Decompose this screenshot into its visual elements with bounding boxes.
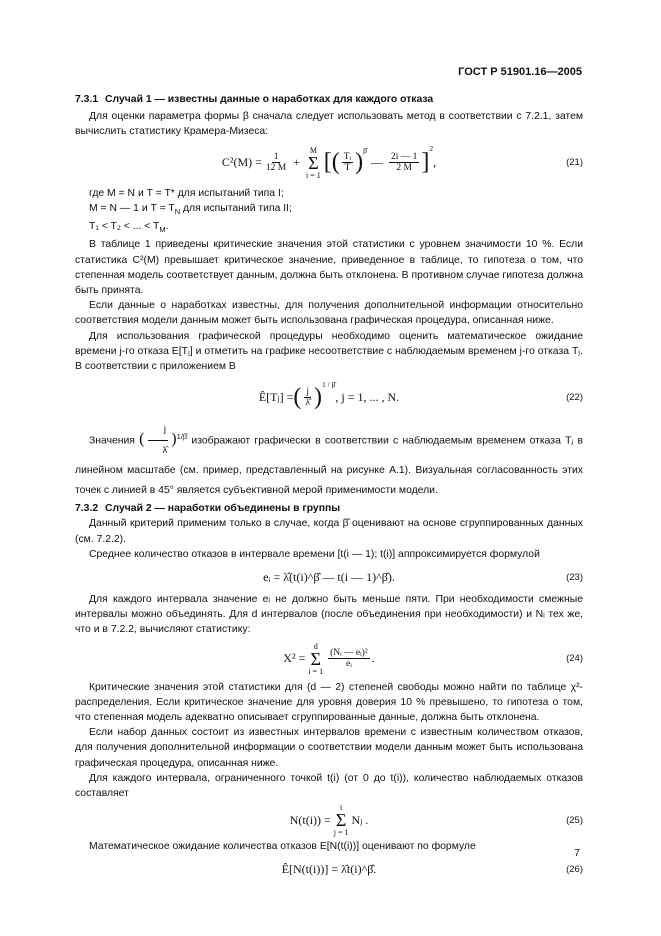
paragraph-7: Среднее количество отказов в интервале времени [t(i — 1); t(i)] аппроксимируется формулой [89,548,540,560]
paragraph-3: Если данные о наработках известны, для получения дополнительной информации относительно соответствия модели данным может быть использована графическая процедура, описанная ниже. [75,300,583,327]
paragraph-11: Для каждого интервала, ограниченного точкой t(i) (от 0 до t(i)), количество наблюдаемых отказов составляет [75,772,583,800]
where-line-3: T₁ < T₂ < ... < $T_M$. [89,221,169,235]
equation-25: N(t(i)) = i Σ j = 1 Nⱼ . (25) [289,803,583,838]
paragraph-5: Значения ( $\frac{j}{\lambdâ}$ )$^{1/\betâ}$ изображают графически в соответствии с наблюдаемым временем отказа Tⱼ в линейном масштабе (см. пример, представленный на рисунке А.1). Визуальная согласованность этих точек с линией в 45° является субъективной мерой применимости модели. [75,420,583,501]
section-heading-7-3-2: 7.3.2 Случай 2 — наработки объединены в группы [75,503,341,515]
paragraph-4: Для использования графической процедуры необходимо оценить математическое ожидание времени j-го отказа E[Tⱼ] и отметить на графике несоответствие с наблюдаемым временем j-го отказа Tⱼ. В соответствии с приложением В [75,330,583,372]
section-heading-7-3-1: 7.3.1 Случай 1 — известны данные о наработках для каждого отказа [75,94,434,105]
paragraph-2: В таблице 1 приведены критические значения этой статистики с уровнем значимости 10 %. Если статистика C²(M) превышает критическое значение, приведенное в таблице, то гипотеза о том, что степенная модель соответствует данным, должна быть отклонена. В противном случае гипотеза должна быть принята. [75,239,583,296]
paragraph-9: Критические значения этой статистики для (d — 2) степеней свободы можно найти по таблице χ²- распределения. Если критическое значение для уровня доверия 10 % превышено, то гипотеза о том, что степенная модель адекватно описывает сгруппированные данные, должна быть отклонена. [75,681,583,724]
page-number: 7 [574,847,580,859]
paragraph-8: Для каждого интервала значение eᵢ не должно быть меньше пяти. При необходимости смежные интервалы можно объединять. Для d интервалов (после объединения при необходимости) и Nᵢ тех же, что и в 7.2.2, вычисляют статистику: [75,594,583,636]
document-header: ГОСТ Р 51901.16—2005 [458,66,582,78]
where-line-2: M = N — 1 и $T = T_N$ для испытаний типа II; [89,202,292,216]
equation-26: Ê[N(t(i))] = λ̂t(i)^β̂. (26) [281,861,583,876]
page-content [75,92,583,884]
paragraph-10: Если набор данных состоит из известных интервалов времени с известным количеством отказов, для получения дополнительной информации о соответствии модели данным может быть использована графическая процедура, описанная ниже. [75,727,583,769]
equation-21: C²(M) = $\frac{1}{12 M}$ + M Σ i = 1 [ ( $\frac{\text{Tᵢ}}{T}$ ) $^{\betâ}$ — $\frac{2i — 1}{2 M}$ ] $^2$ , (21) [221,143,583,180]
equation-24: X² = d Σ i = 1 $\frac{\text{(Nᵢ — eᵢ)²}}{\text{eᵢ}}$ . (24) [283,641,583,676]
equation-22: Ê[Tⱼ] = ( $\frac{j}{\lambdâ}$ ) $^{1 / \betâ}$ , j = 1, ... , N. (22) [258,380,583,410]
paragraph-6: Данный критерий применим только в случае, когда β̂ оценивают на основе сгруппированных данных (см. 7.2.2). [75,518,583,545]
where-line-1: где M = N и T = T* для испытаний типа I; [89,187,284,199]
equation-23: eᵢ = λ̂(t(i)^β̂ — t(i — 1)^β̂). (23) [263,569,583,584]
paragraph-1: Для оценки параметра формы β сначала следует использовать метод в соответствии с 7.2.1, затем вычислить статистику Крамера-Мизеса: [75,111,583,138]
paragraph-12: Математическое ожидание количества отказов E[N(t(i))] оценивают по формуле [89,841,476,853]
